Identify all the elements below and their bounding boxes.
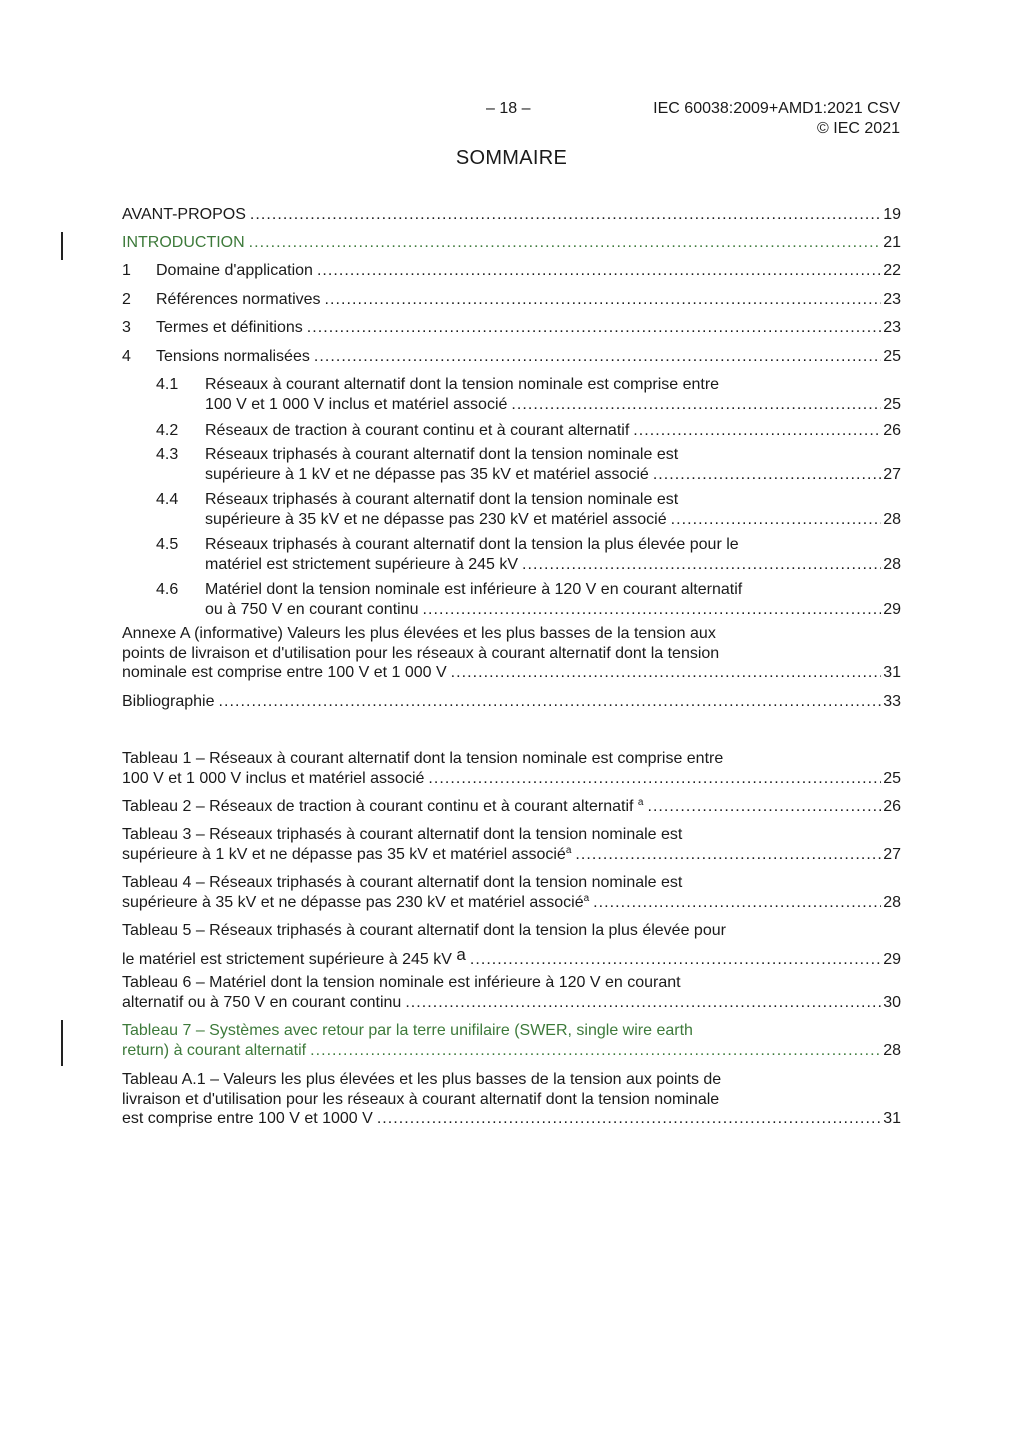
toc-entry-text: Termes et définitions (156, 319, 303, 336)
toc-page-number: 22 (883, 262, 901, 279)
table-entry-3[interactable] (122, 825, 901, 864)
toc-entry-1[interactable] (122, 261, 901, 281)
toc-section-number: 4.5 (156, 536, 179, 553)
dot-leader (522, 555, 881, 575)
footnote-marker: a (456, 944, 466, 964)
table-entry-text: 100 V et 1 000 V inclus et matériel associé (122, 769, 425, 787)
dot-leader (633, 421, 881, 441)
toc-section-number: 4.4 (156, 491, 179, 508)
dot-leader (377, 1109, 881, 1129)
table-page-number: 29 (883, 950, 901, 968)
table-entry-text-line1: Tableau 3 – Réseaux triphasés à courant alternatif dont la tension nominale est (122, 826, 683, 843)
table-page-number: 30 (883, 993, 901, 1011)
toc-entry-4-5[interactable] (156, 535, 901, 574)
dot-leader (307, 318, 881, 338)
table-page-number: 31 (883, 1110, 901, 1127)
table-entry-text-line1: Tableau A.1 – Valeurs les plus élevées et les plus basses de la tension aux points de (122, 1071, 722, 1088)
copyright-notice: © IEC 2021 (817, 120, 900, 137)
toc-page-number: 23 (883, 291, 901, 308)
toc-page-number: 28 (883, 555, 901, 573)
footnote-marker: a (583, 892, 590, 904)
toc-entry-4-1[interactable] (156, 375, 901, 414)
table-entry-2[interactable] (122, 797, 901, 817)
toc-entry-text: Domaine d'application (156, 262, 313, 279)
toc-entry-text-line1: Réseaux triphasés à courant alternatif dont la tension la plus élevée pour le (205, 536, 739, 553)
table-entry-text-line1: Tableau 7 – Systèmes avec retour par la terre unifilaire (SWER, single wire earth (122, 1022, 693, 1039)
dot-leader (451, 663, 882, 683)
toc-entry-text-line1: Annexe A (informative) Valeurs les plus élevées et les plus basses de la tension aux (122, 625, 716, 642)
table-page-number: 25 (883, 769, 901, 787)
dot-leader (219, 692, 882, 712)
table-entry-text: alternatif ou à 750 V en courant continu (122, 993, 402, 1011)
table-page-number: 28 (883, 893, 901, 911)
document-id: IEC 60038:2009+AMD1:2021 CSV (653, 100, 900, 117)
toc-section-number: 4.1 (156, 376, 179, 393)
table-page-number: 26 (883, 798, 901, 815)
table-entry-1[interactable] (122, 749, 901, 788)
toc-entry-4-4[interactable] (156, 490, 901, 529)
table-page-number: 27 (883, 845, 901, 863)
toc-entry-3[interactable] (122, 318, 901, 338)
table-entry-text-line1: Tableau 5 – Réseaux triphasés à courant alternatif dont la tension la plus élevée pour (122, 922, 726, 939)
toc-section-number: 3 (122, 319, 131, 336)
toc-entry-text-line2: points de livraison et d'utilisation pour les réseaux à courant alternatif dont la tension (122, 644, 720, 662)
dot-leader (470, 950, 881, 970)
dot-leader (428, 769, 881, 789)
toc-entry-text: supérieure à 1 kV et ne dépasse pas 35 kV et matériel associé (205, 465, 649, 483)
toc-entry-text-line1: Matériel dont la tension nominale est inférieure à 120 V en courant alternatif (205, 581, 743, 598)
table-entry-text: Tableau 2 – Réseaux de traction à courant continu et à courant alternatif $^a$ (122, 797, 644, 815)
dot-leader (671, 510, 882, 530)
toc-entry-text: 100 V et 1 000 V inclus et matériel associé (205, 395, 508, 413)
dot-leader (249, 233, 882, 253)
dot-leader (250, 205, 881, 225)
toc-entry-4-2[interactable] (156, 421, 901, 441)
toc-page-number: 25 (883, 395, 901, 413)
toc-entry-text: supérieure à 35 kV et ne dépasse pas 230 kV et matériel associé (205, 510, 667, 528)
table-page-number: 28 (883, 1041, 901, 1059)
toc-entry-text: INTRODUCTION (122, 234, 245, 251)
change-bar-tableau-7 (61, 1020, 63, 1066)
toc-entry-bibliographie[interactable] (122, 692, 901, 712)
toc-entry-avant-propos[interactable] (122, 205, 901, 225)
table-entry-5[interactable] (122, 921, 901, 969)
dot-leader (511, 395, 881, 415)
toc-entry-text: Tensions normalisées (156, 348, 310, 365)
footnote-marker: a (565, 844, 572, 856)
change-bar-introduction (61, 232, 63, 260)
dot-leader (653, 465, 881, 485)
table-entry-7[interactable] (122, 1021, 901, 1060)
toc-page-number: 33 (883, 693, 901, 710)
toc-page-number: 23 (883, 319, 901, 336)
toc-page-number: 19 (883, 206, 901, 223)
toc-entry-text-line1: Réseaux à courant alternatif dont la tension nominale est comprise entre (205, 376, 720, 393)
table-entry-4[interactable] (122, 873, 901, 912)
table-entry-text-line1: Tableau 4 – Réseaux triphasés à courant alternatif dont la tension nominale est (122, 874, 683, 891)
table-entry-text: return) à courant alternatif (122, 1041, 307, 1059)
toc-entry-annexe-a[interactable] (122, 624, 901, 683)
dot-leader (575, 845, 881, 865)
toc-section-number: 4.3 (156, 446, 179, 463)
toc-page-number: 27 (883, 465, 901, 483)
table-entry-text: le matériel est strictement supérieure à 245 kV a (122, 944, 466, 968)
toc-page-number: 21 (883, 234, 901, 251)
dot-leader (593, 893, 881, 913)
dot-leader (405, 993, 881, 1013)
toc-entry-4-3[interactable] (156, 445, 901, 484)
toc-page-number: 26 (883, 422, 901, 439)
dot-leader (310, 1041, 881, 1061)
toc-section-number: 4 (122, 348, 131, 365)
toc-page-number: 29 (883, 600, 901, 618)
toc-entry-4-6[interactable] (156, 580, 901, 619)
toc-page-number: 31 (883, 664, 901, 681)
footnote-marker: a (637, 797, 644, 808)
table-entry-text: est comprise entre 100 V et 1000 V (122, 1110, 373, 1127)
dot-leader (317, 261, 881, 281)
toc-entry-4[interactable] (122, 347, 901, 367)
toc-page-number: 25 (883, 348, 901, 365)
dot-leader (647, 797, 881, 817)
toc-entry-text-line1: Réseaux triphasés à courant alternatif dont la tension nominale est (205, 446, 679, 463)
table-entry-text: supérieure à 1 kV et ne dépasse pas 35 kV et matériel associé$^a$ (122, 844, 572, 863)
toc-page-number: 28 (883, 510, 901, 528)
table-entry-text-line1: Tableau 6 – Matériel dont la tension nominale est inférieure à 120 V en courant (122, 974, 681, 991)
dot-leader (423, 600, 882, 620)
toc-entry-text: Réseaux de traction à courant continu et à courant alternatif (205, 422, 630, 439)
table-entry-a1[interactable] (122, 1070, 901, 1129)
table-entry-text-line2: livraison et d'utilisation pour les réseaux à courant alternatif dont la tension nominale (122, 1090, 720, 1108)
toc-entry-text: Bibliographie (122, 693, 215, 710)
toc-section-number: 2 (122, 291, 131, 308)
dot-leader (325, 290, 882, 310)
toc-entry-2[interactable] (122, 290, 901, 310)
toc-entry-introduction[interactable] (122, 233, 901, 253)
dot-leader (314, 347, 881, 367)
table-entry-text: supérieure à 35 kV et ne dépasse pas 230 kV et matériel associé$^a$ (122, 892, 590, 911)
toc-entry-text: Références normatives (156, 291, 321, 308)
toc-entry-text: ou à 750 V en courant continu (205, 600, 419, 618)
toc-section-number: 4.6 (156, 581, 179, 598)
toc-entry-text: AVANT-PROPOS (122, 206, 246, 223)
table-entry-text-line1: Tableau 1 – Réseaux à courant alternatif dont la tension nominale est comprise entre (122, 750, 724, 767)
toc-section-number: 1 (122, 262, 131, 279)
toc-entry-text: matériel est strictement supérieure à 245 kV (205, 555, 519, 573)
toc-entry-text: nominale est comprise entre 100 V et 1 000 V (122, 664, 447, 681)
toc-section-number: 4.2 (156, 422, 179, 439)
toc-entry-text-line1: Réseaux triphasés à courant alternatif dont la tension nominale est (205, 491, 679, 508)
page-number: – 18 – (486, 100, 531, 117)
page-title: SOMMAIRE (455, 147, 568, 169)
table-entry-6[interactable] (122, 973, 901, 1012)
